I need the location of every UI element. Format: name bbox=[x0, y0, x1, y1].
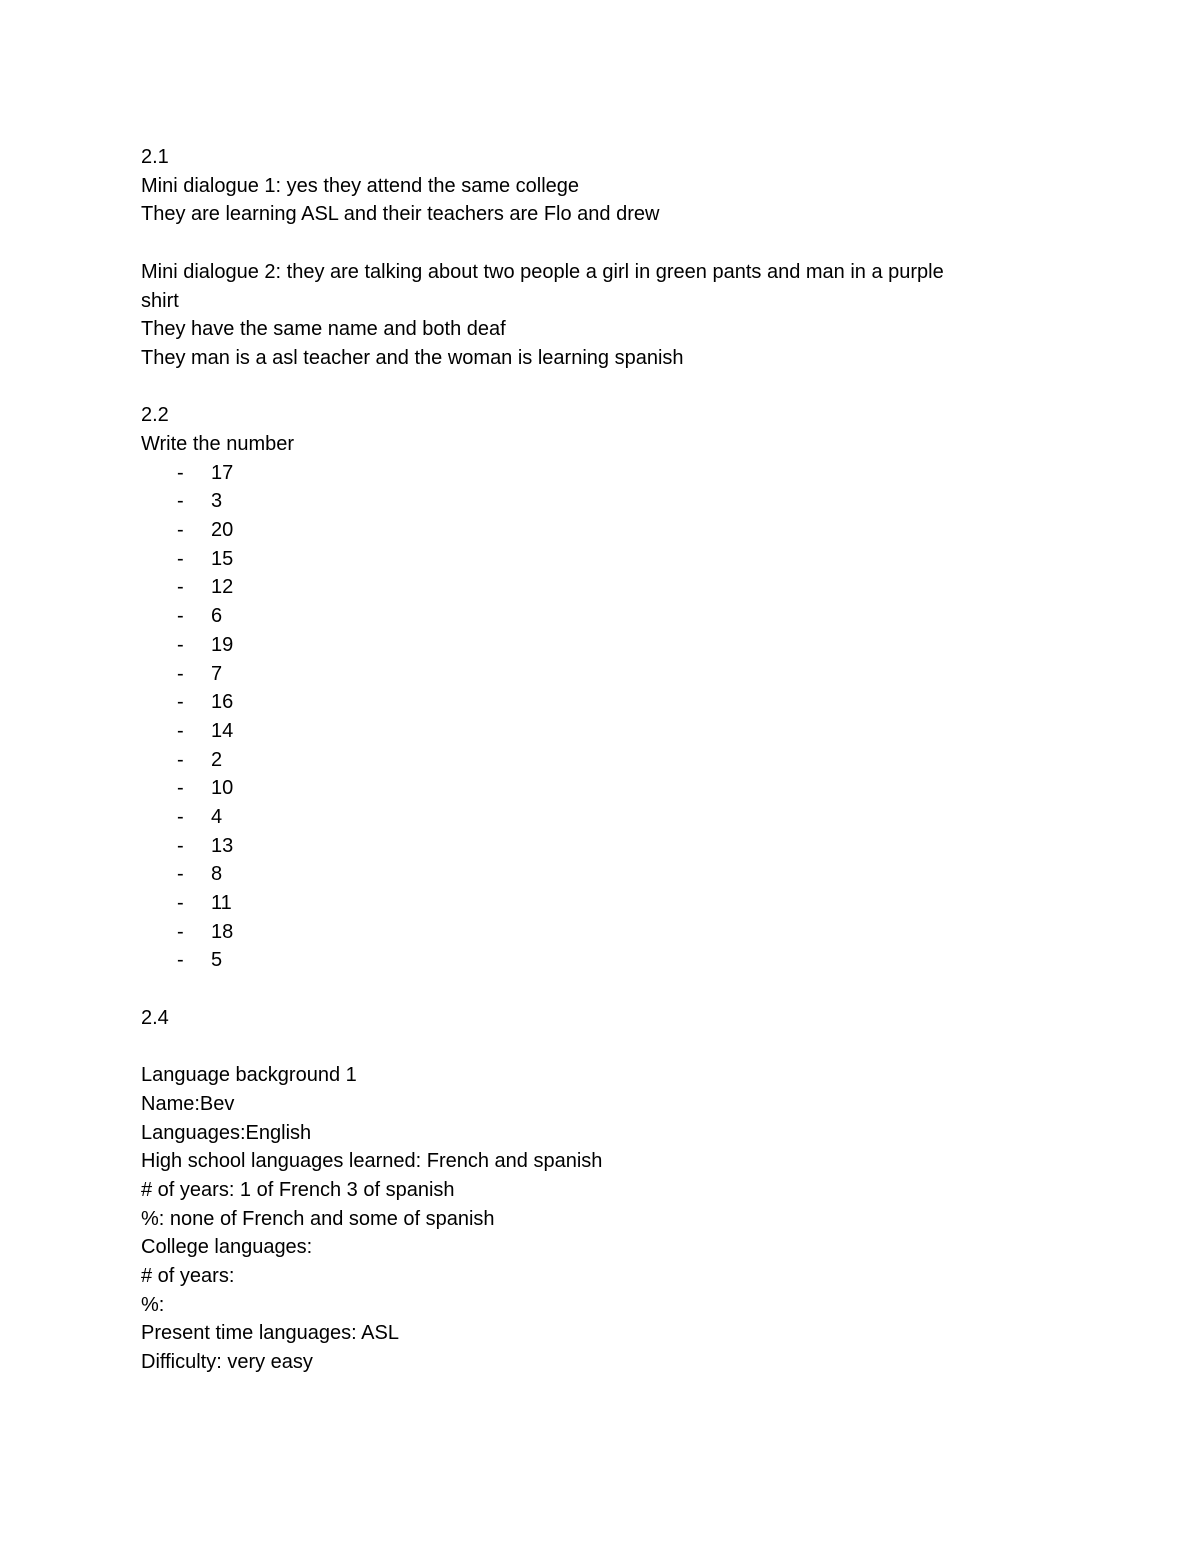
number-list-item bbox=[141, 573, 1041, 602]
list-bullet-dash: - bbox=[177, 547, 184, 570]
number-list-item bbox=[141, 889, 1041, 918]
background-field: College languages: bbox=[141, 1236, 313, 1259]
number-list-item bbox=[141, 602, 1041, 631]
number-list-item bbox=[141, 631, 1041, 660]
section-heading-2-1: 2.1 bbox=[141, 146, 169, 168]
number-list-item bbox=[141, 487, 1041, 516]
number-value: 3 bbox=[211, 490, 223, 513]
background-field: %: bbox=[141, 1293, 165, 1316]
list-bullet-dash: - bbox=[177, 691, 184, 714]
number-list-item bbox=[141, 688, 1041, 717]
number-value: 5 bbox=[211, 949, 223, 972]
language-background-title: Language background 1 bbox=[141, 1064, 357, 1087]
number-value: 14 bbox=[211, 719, 234, 742]
dialogue1-line: They are learning ASL and their teachers are Flo and drew bbox=[141, 203, 660, 226]
section-heading-2-4: 2.4 bbox=[141, 1006, 169, 1029]
number-value: 13 bbox=[211, 834, 234, 857]
list-bullet-dash: - bbox=[177, 949, 184, 972]
number-value: 11 bbox=[211, 892, 232, 915]
background-field: Name:Bev bbox=[141, 1092, 235, 1115]
background-field: # of years: bbox=[141, 1265, 235, 1288]
background-field: Languages:English bbox=[141, 1121, 312, 1144]
number-list-item bbox=[141, 459, 1041, 488]
number-list-item bbox=[141, 803, 1041, 832]
list-bullet-dash: - bbox=[177, 662, 184, 685]
list-bullet-dash: - bbox=[177, 777, 184, 800]
number-list-item bbox=[141, 774, 1041, 803]
list-bullet-dash: - bbox=[177, 519, 184, 542]
list-bullet-dash: - bbox=[177, 633, 184, 656]
number-list-item bbox=[141, 918, 1041, 947]
number-list-item bbox=[141, 545, 1041, 574]
list-bullet-dash: - bbox=[177, 805, 184, 828]
background-field: Difficulty: very easy bbox=[141, 1351, 313, 1374]
list-bullet-dash: - bbox=[177, 748, 184, 771]
write-number-prompt: Write the number bbox=[141, 433, 295, 455]
number-list-item bbox=[141, 516, 1041, 545]
dialogue1-line: Mini dialogue 1: yes they attend the same college bbox=[141, 174, 580, 197]
number-value: 17 bbox=[211, 461, 234, 484]
number-list-item bbox=[141, 717, 1041, 746]
blank-line bbox=[141, 373, 1041, 402]
number-list bbox=[141, 459, 1041, 975]
number-list-item bbox=[141, 860, 1041, 889]
number-value: 7 bbox=[211, 662, 223, 685]
number-value: 16 bbox=[211, 691, 234, 714]
list-bullet-dash: - bbox=[177, 719, 184, 742]
number-value: 2 bbox=[211, 748, 223, 771]
dialogue2-line: Mini dialogue 2: they are talking about two people a girl in green pants and man in a purple bbox=[141, 260, 944, 283]
list-bullet-dash: - bbox=[177, 576, 184, 599]
number-list-item bbox=[141, 660, 1041, 689]
number-value: 12 bbox=[211, 576, 234, 599]
number-value: 15 bbox=[211, 547, 234, 570]
blank-line bbox=[141, 229, 1041, 258]
list-bullet-dash: - bbox=[177, 461, 184, 484]
blank-line bbox=[141, 1032, 1041, 1061]
list-bullet-dash: - bbox=[177, 863, 184, 886]
number-list-item bbox=[141, 832, 1041, 861]
list-bullet-dash: - bbox=[177, 605, 184, 628]
number-value: 4 bbox=[211, 805, 223, 828]
background-field: Present time languages: ASL bbox=[141, 1322, 399, 1345]
number-value: 20 bbox=[211, 519, 234, 542]
number-value: 10 bbox=[211, 777, 234, 800]
number-value: 19 bbox=[211, 633, 234, 656]
list-bullet-dash: - bbox=[177, 892, 184, 915]
background-field: High school languages learned: French and spanish bbox=[141, 1150, 603, 1173]
background-field: %: none of French and some of spanish bbox=[141, 1207, 495, 1230]
blank-line bbox=[141, 975, 1041, 1004]
list-bullet-dash: - bbox=[177, 490, 184, 513]
number-list-item bbox=[141, 746, 1041, 775]
number-value: 8 bbox=[211, 863, 223, 886]
number-list-item bbox=[141, 946, 1041, 975]
background-field: # of years: 1 of French 3 of spanish bbox=[141, 1178, 455, 1201]
dialogue2-line: They have the same name and both deaf bbox=[141, 318, 506, 341]
list-bullet-dash: - bbox=[177, 920, 184, 943]
dialogue2-line: shirt bbox=[141, 289, 179, 312]
section-heading-2-2: 2.2 bbox=[141, 404, 169, 427]
number-value: 18 bbox=[211, 920, 234, 943]
number-value: 6 bbox=[211, 605, 223, 628]
dialogue2-line: They man is a asl teacher and the woman is learning spanish bbox=[141, 346, 684, 369]
document-body bbox=[141, 143, 1041, 1377]
list-bullet-dash: - bbox=[177, 834, 184, 857]
